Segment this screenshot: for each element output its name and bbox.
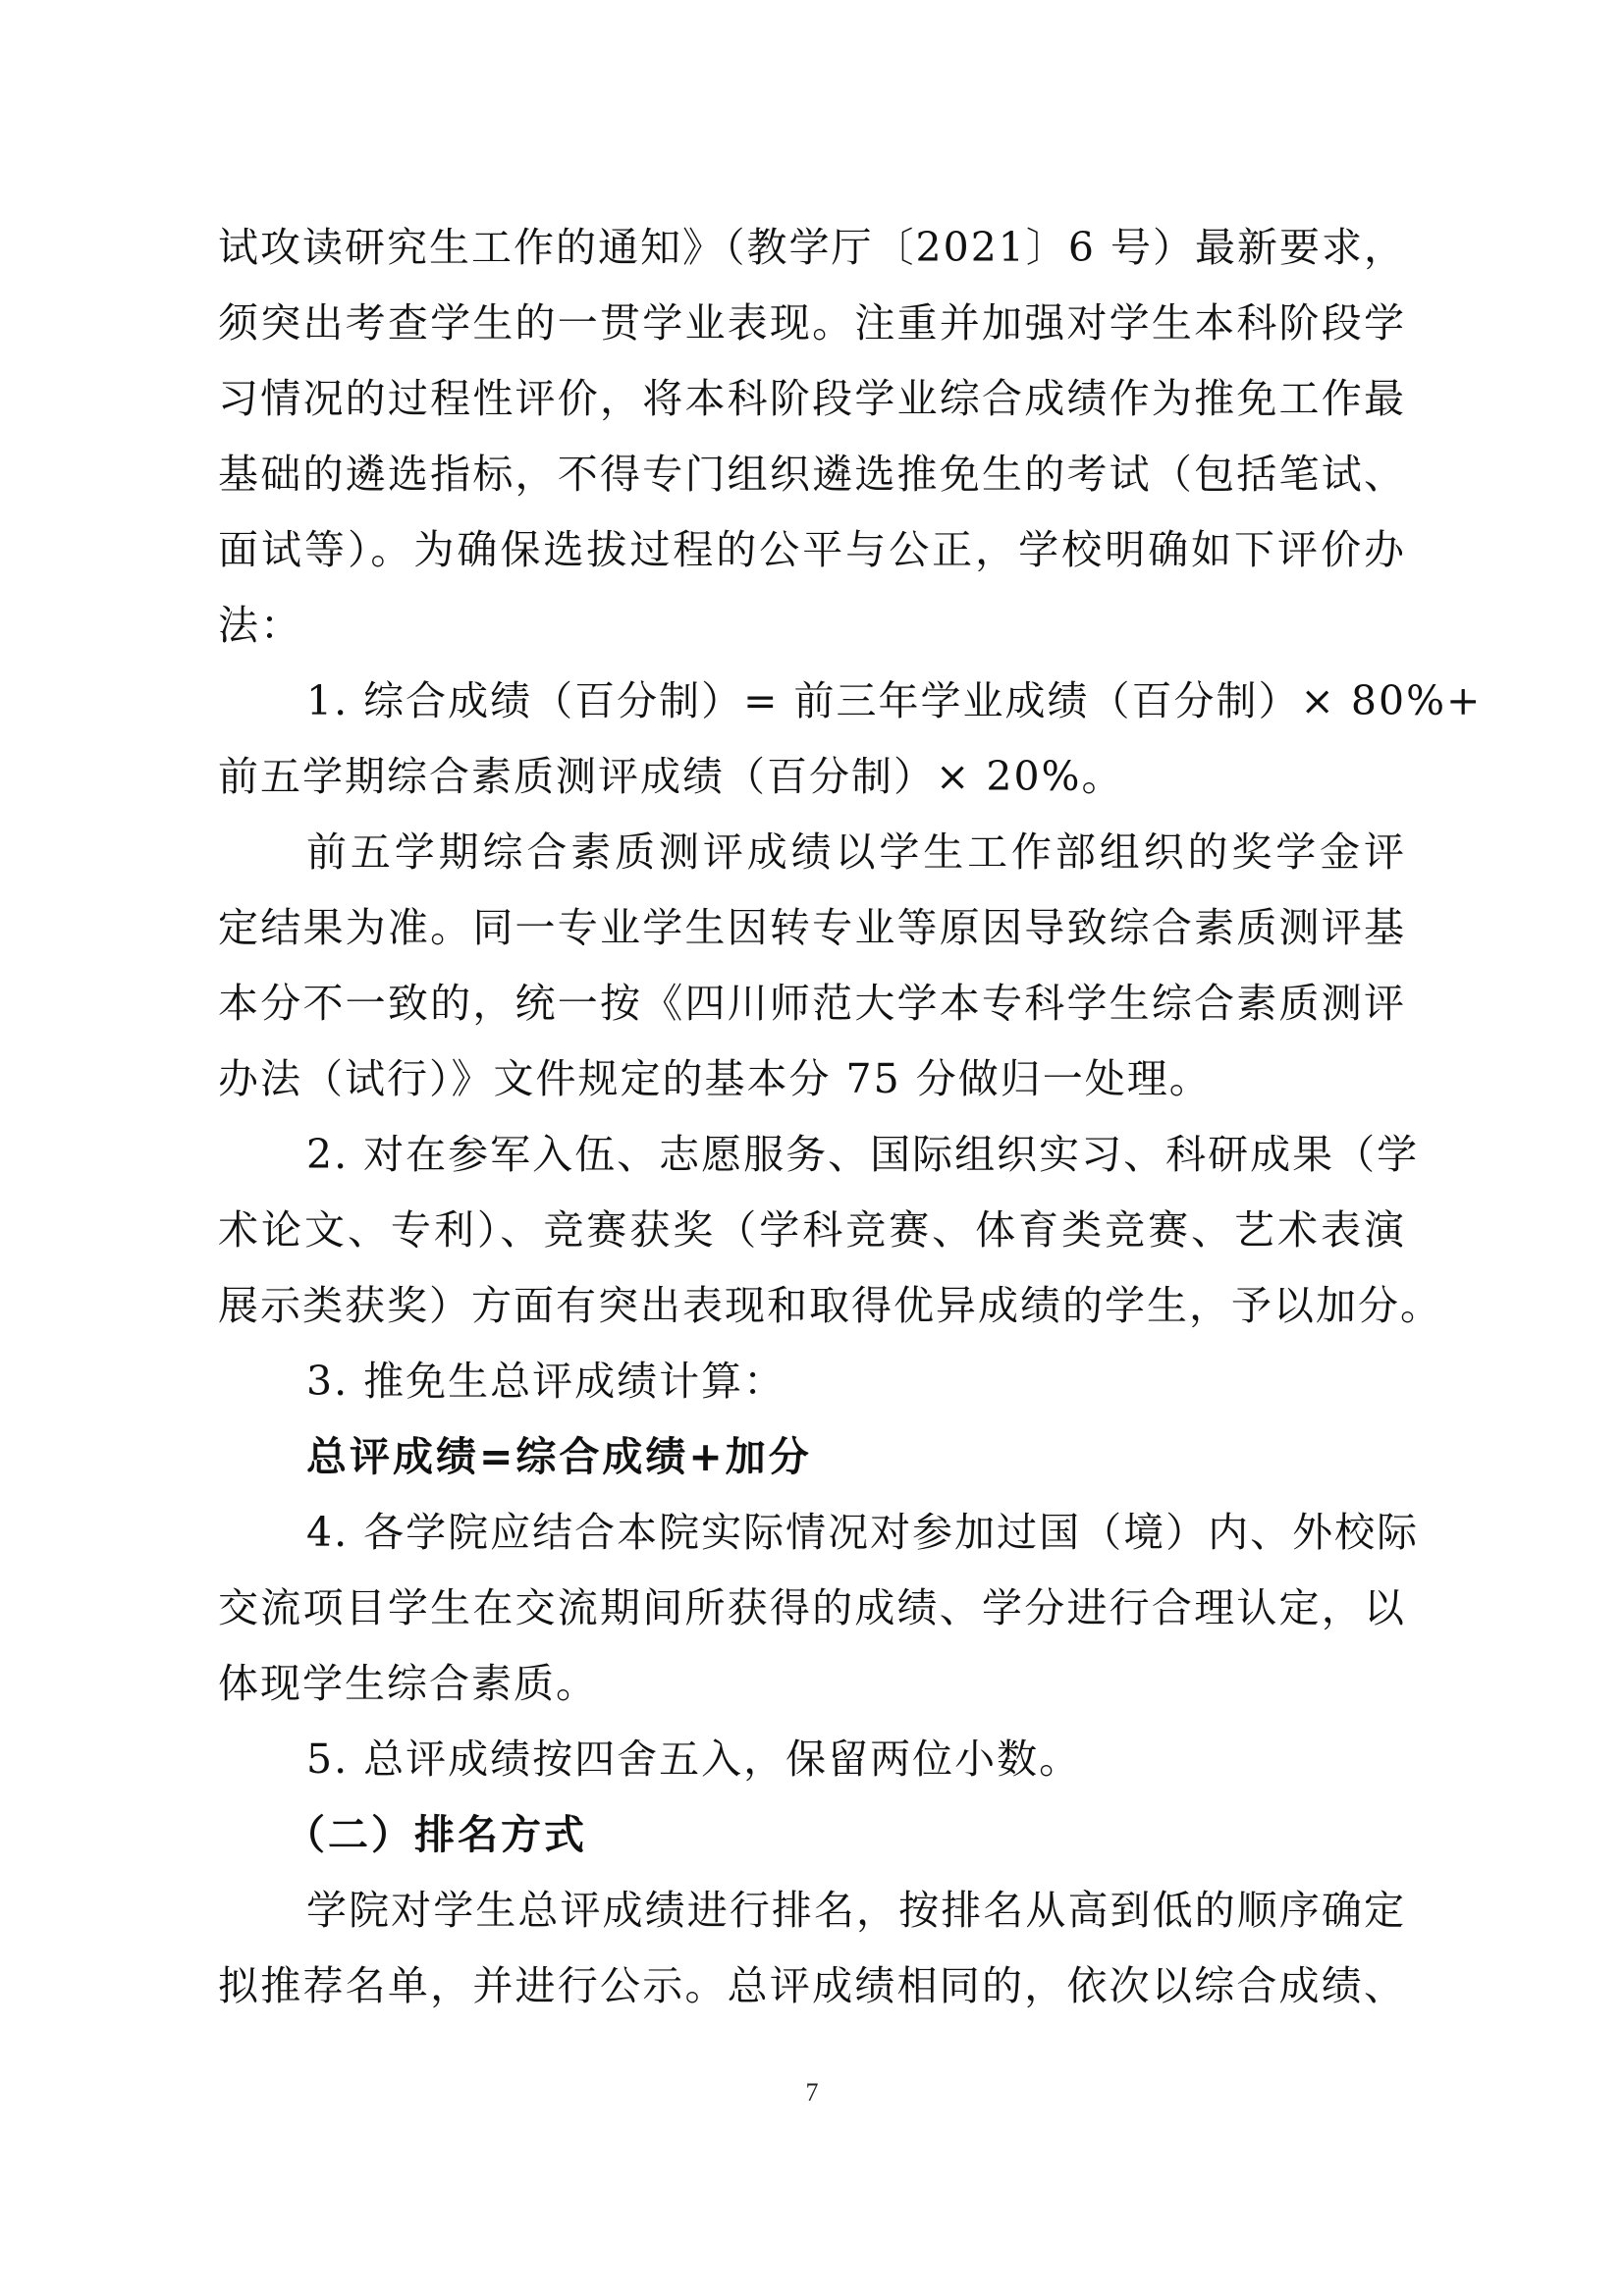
body-text-line: 4. 各学院应结合本院实际情况对参加过国（境）内、外校际 bbox=[306, 1509, 1420, 1556]
body-text-line: 习情况的过程性评价，将本科阶段学业综合成绩作为推免工作最 bbox=[218, 375, 1406, 422]
body-text-line: 体现学生综合素质。 bbox=[218, 1660, 598, 1707]
body-text-line: 法： bbox=[218, 602, 302, 649]
formula-line: 前五学期综合素质测评成绩（百分制）× 20%。 bbox=[218, 753, 1124, 800]
body-text-line: 3. 推免生总评成绩计算： bbox=[306, 1358, 786, 1405]
body-text-line: 交流项目学生在交流期间所获得的成绩、学分进行合理认定，以 bbox=[218, 1584, 1406, 1631]
body-text-line: 前五学期综合素质测评成绩以学生工作部组织的奖学金评 bbox=[306, 828, 1406, 876]
body-text-line: 学院对学生总评成绩进行排名，按排名从高到低的顺序确定 bbox=[306, 1887, 1406, 1934]
body-text-line: 本分不一致的，统一按《四川师范大学本专科学生综合素质测评 bbox=[218, 980, 1406, 1027]
section-heading: （二）排名方式 bbox=[285, 1811, 587, 1858]
body-text-line: 2. 对在参军入伍、志愿服务、国际组织实习、科研成果（学 bbox=[306, 1131, 1420, 1178]
body-text-line: 5. 总评成绩按四舍五入，保留两位小数。 bbox=[306, 1735, 1082, 1783]
formula-heading: 总评成绩=综合成绩+加分 bbox=[306, 1433, 812, 1480]
body-text-line: 办法（试行）》文件规定的基本分 75 分做归一处理。 bbox=[218, 1055, 1212, 1102]
formula-line: 1. 综合成绩（百分制）= 前三年学业成绩（百分制）× 80%+ bbox=[306, 677, 1483, 724]
body-text-line: 展示类获奖）方面有突出表现和取得优异成绩的学生，予以加分。 bbox=[218, 1282, 1442, 1329]
body-text-line: 须突出考查学生的一贯学业表现。注重并加强对学生本科阶段学 bbox=[218, 299, 1406, 347]
body-text-line: 定结果为准。同一专业学生因转专业等原因导致综合素质测评基 bbox=[218, 904, 1406, 951]
page-number: 7 bbox=[805, 2078, 819, 2107]
body-text-line: 基础的遴选指标，不得专门组织遴选推免生的考试（包括笔试、 bbox=[218, 451, 1406, 498]
body-text-line: 试攻读研究生工作的通知》（教学厅〔2021〕6 号）最新要求， bbox=[218, 224, 1406, 271]
body-text-line: 拟推荐名单，并进行公示。总评成绩相同的，依次以综合成绩、 bbox=[218, 1962, 1406, 2009]
body-text-line: 术论文、专利）、竞赛获奖（学科竞赛、体育类竞赛、艺术表演 bbox=[218, 1206, 1406, 1254]
body-text-line: 面试等）。为确保选拔过程的公平与公正，学校明确如下评价办 bbox=[218, 526, 1406, 573]
